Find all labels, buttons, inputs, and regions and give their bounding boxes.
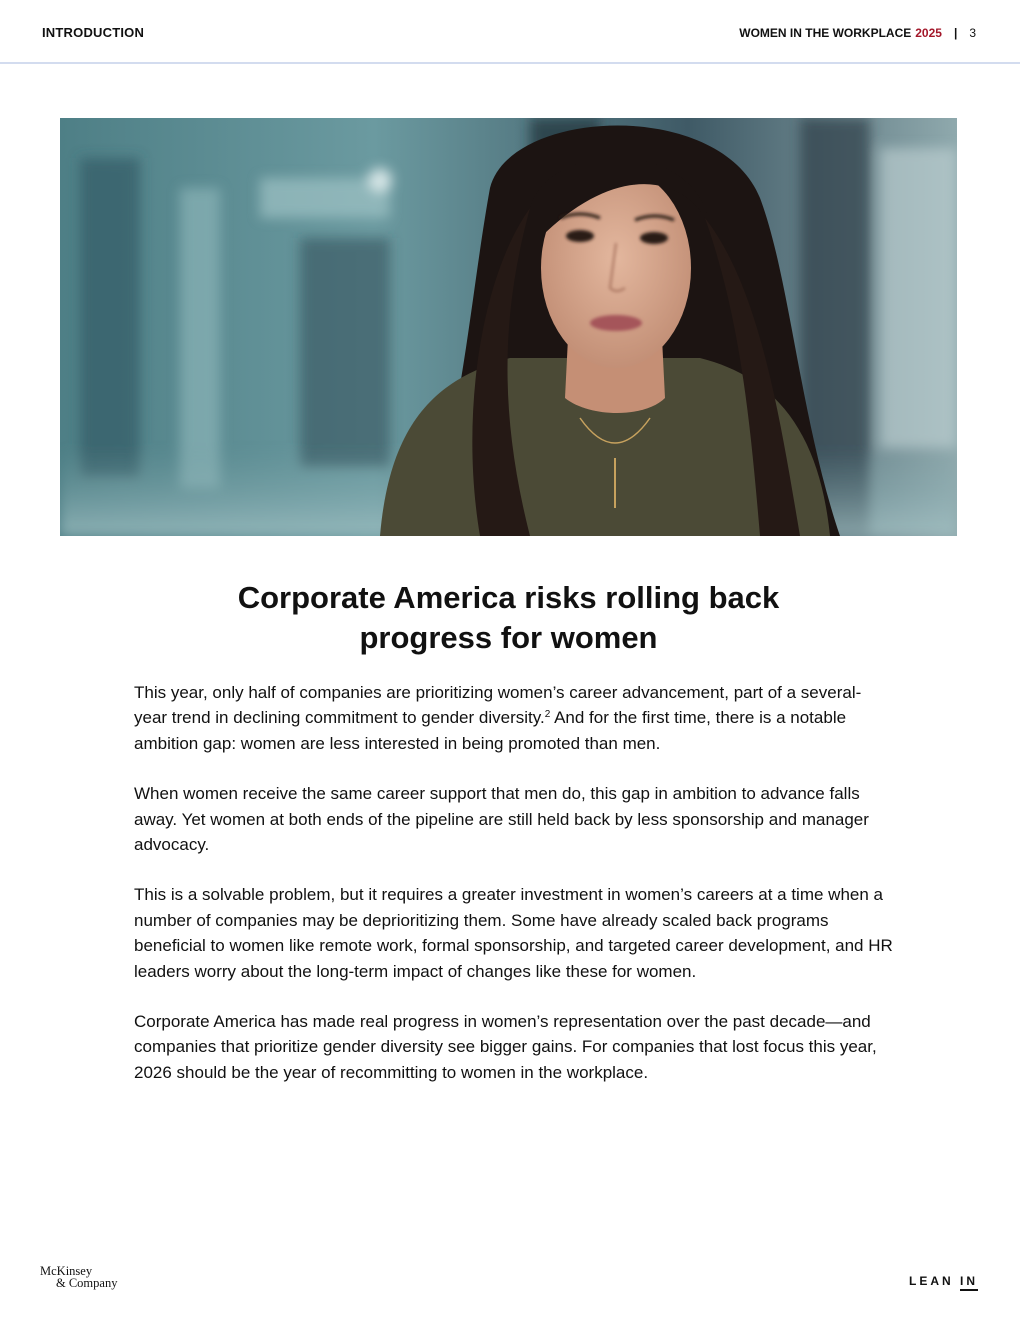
paragraph-3: This is a solvable problem, but it requires a greater investment in women’s careers at a time when a number of companies may be deprioritizing them. Some have already scaled back programs beneficial to women like remote work, formal sponsorship, and targeted career development, and HR leaders worry about the long-term impact of changes like these for women.	[134, 885, 893, 981]
title-line-1: Corporate America risks rolling back	[237, 580, 780, 615]
leanin-logo	[909, 1274, 978, 1288]
paragraph-4: Corporate America has made real progress in women’s representation over the past decade—and companies that prioritize gender diversity see bigger gains. For companies that lost focus this year, 2026 should be the year of recommitting to women in the workplace.	[134, 1012, 877, 1082]
leanin-logo-lean: LEAN	[909, 1274, 960, 1288]
mckinsey-logo-line-1: McKinsey	[40, 1264, 93, 1278]
section-label: INTRODUCTION	[42, 25, 145, 40]
running-title	[739, 26, 976, 40]
footnote-ref-2[interactable]: 2	[544, 709, 551, 721]
report-year: 2025	[915, 26, 942, 40]
portrait-photo-icon	[60, 118, 957, 536]
leanin-logo-in: IN	[960, 1274, 978, 1291]
mckinsey-logo-line-2: & Company	[56, 1276, 118, 1290]
article-body	[134, 680, 894, 1110]
page-title	[60, 578, 957, 658]
mckinsey-logo	[40, 1265, 117, 1289]
paragraph-2: When women receive the same career support that men do, this gap in ambition to advance falls away. Yet women at both ends of the pipeline are still held back by less sponsorship and manager advocacy.	[134, 784, 869, 855]
paragraph-1	[134, 680, 894, 756]
hero-photo	[60, 118, 957, 536]
page-header	[0, 0, 1020, 64]
paragraph-1-continued: And for the first time, there is a notable ambition gap: women are less interested in being promoted than men.	[134, 708, 847, 753]
paragraph-1-text: This year, only half of companies are prioritizing women’s career advancement, part of a several-year trend in declining commitment to gender diversity.	[134, 683, 862, 728]
report-title: WOMEN IN THE WORKPLACE	[739, 26, 912, 40]
title-line-2: progress for women	[359, 620, 658, 655]
header-separator: |	[953, 26, 958, 40]
page-number: 3	[969, 26, 976, 40]
